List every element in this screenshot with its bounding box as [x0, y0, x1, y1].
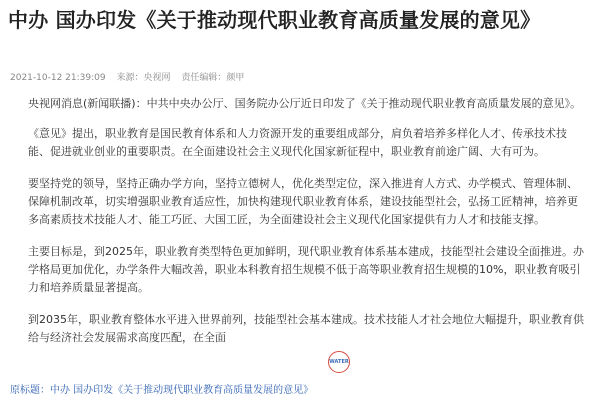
site-watermark [328, 349, 528, 375]
source-bar [0, 378, 600, 400]
article-paragraph: 央视网消息(新闻联播)：中共中央办公厅、国务院办公厅近日印发了《关于推动现代职业教育高质量发展的意见》。 [28, 97, 582, 110]
article-paragraph: 主要目标是，到2025年，职业教育类型特色更加鲜明，现代职业教育体系基本建成，技能型社会建设全面推进。办学格局更加优化，办学条件大幅改善，职业本科教育招生规模不低于高等职业教育招生规模的10%，职业教育吸引力和培养质量显著提高。 [28, 245, 584, 294]
article-paragraph: 到2035年，职业教育整体水平进入世界前列，技能型社会基本建成。技术技能人才社会地位大幅提升，职业教育供给与经济社会发展需求高度匹配，在全面 [28, 313, 584, 344]
original-title-link[interactable]: 原标题：中办 国办印发《关于推动现代职业教育高质量发展的意见》 [10, 385, 314, 396]
article-paragraph: 要坚持党的领导，坚持正确办学方向，坚持立德树人，优化类型定位，深入推进育人方式、办学模式、管理体制、保障机制改革，切实增强职业教育适应性，加快构建现代职业教育体系，建设技能型社会，弘扬工匠精神，培养更多高素质技术技能人才、能工巧匠、大国工匠，为全面建设社会主义现代化国家提供有力人才和技能支撑。 [28, 177, 578, 226]
article-source: 来源：央视网 [116, 73, 171, 83]
article-paragraph: 《意见》提出，职业教育是国民教育体系和人力资源开发的重要组成部分，肩负着培养多样化人才、传承技术技能、促进就业创业的重要职责。在全面建设社会主义现代化国家新征程中，职业教育前途广阔、大有可为。 [28, 127, 567, 158]
article-meta [10, 70, 252, 83]
publish-datetime: 2021-10-12 21:39:09 [10, 73, 106, 83]
watermark-logo-icon: WATER [328, 351, 350, 373]
article-body [28, 95, 584, 361]
article-editor: 责任编辑：颜甲 [181, 73, 245, 83]
article-title: 中办 国办印发《关于推动现代职业教育高质量发展的意见》 [8, 8, 541, 32]
